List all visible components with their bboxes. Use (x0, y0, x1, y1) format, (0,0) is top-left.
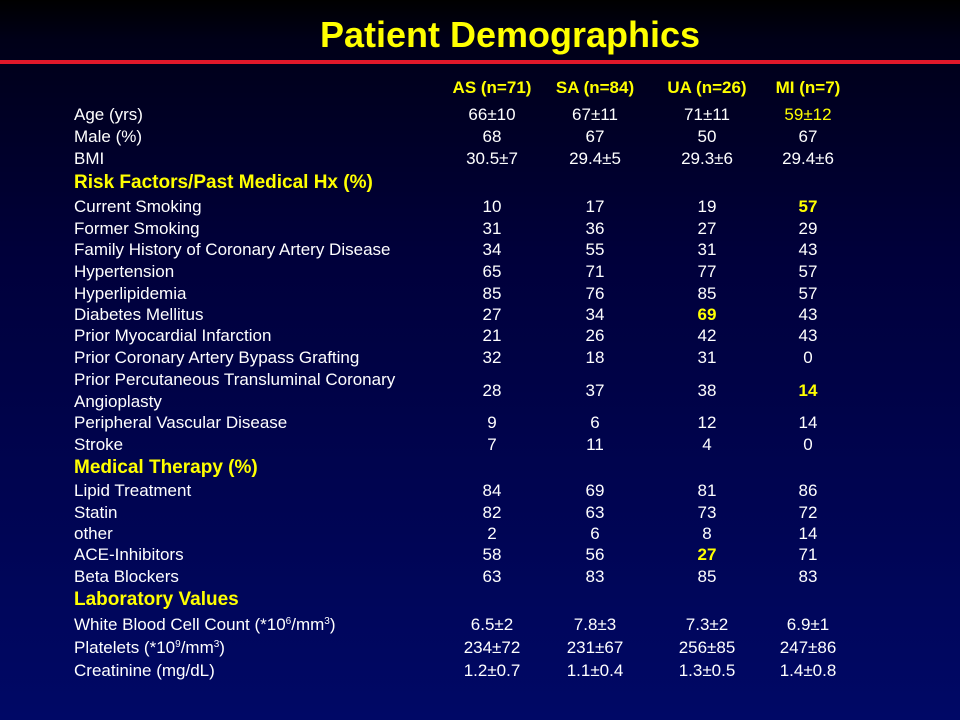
cell-value: 43 (798, 305, 818, 324)
row-label: BMI (74, 149, 105, 168)
cell-value-highlight: 69 (697, 305, 717, 324)
cell-value: 85 (697, 567, 717, 586)
cell-value-highlight: 57 (798, 197, 818, 216)
table-row (0, 347, 960, 369)
table-row (0, 325, 960, 347)
cell-value: 67 (798, 127, 818, 146)
cell-value: 0 (803, 348, 813, 367)
cell-value: 76 (585, 284, 605, 303)
cell-value: 65 (482, 262, 502, 281)
cell-value: 67±11 (572, 105, 618, 124)
cell-value: 12 (697, 413, 717, 432)
table-row (0, 148, 960, 170)
cell-value: 63 (482, 567, 502, 586)
row-label: Statin (74, 503, 118, 522)
column-header-sa: SA (n=84) (555, 78, 635, 97)
cell-value: 28 (482, 381, 502, 400)
row-label: Platelets $(*10^9/mm^3)$ (74, 638, 225, 657)
row-label: Beta Blockers (74, 567, 179, 586)
cell-value: 234±72 (463, 638, 521, 657)
cell-value: 18 (585, 348, 605, 367)
cell-value: 19 (697, 197, 717, 216)
cell-value: 29.4±5 (569, 149, 621, 168)
cell-value-highlight: 27 (697, 545, 717, 564)
row-label: Stroke (74, 435, 124, 454)
cell-value: 0 (803, 435, 813, 454)
column-header-as: AS (n=71) (452, 78, 532, 97)
cell-value: 17 (585, 197, 605, 216)
table-row (0, 218, 960, 240)
cell-value: 83 (798, 567, 818, 586)
cell-value: 72 (798, 503, 818, 522)
cell-value: 7.3±2 (685, 615, 729, 634)
column-header-mi: MI (n=7) (775, 78, 841, 97)
cell-value: 27 (697, 219, 717, 238)
cell-value: 1.2±0.7 (463, 661, 521, 680)
cell-value: 63 (585, 503, 605, 522)
cell-value: 71±11 (684, 105, 730, 124)
table-row (0, 523, 960, 545)
cell-value: 34 (585, 305, 605, 324)
column-header-ua: UA (n=26) (667, 78, 747, 97)
cell-value: 31 (697, 348, 717, 367)
table-row (0, 434, 960, 456)
cell-value: 84 (482, 481, 502, 500)
table-row (0, 566, 960, 588)
cell-value: 14 (798, 413, 818, 432)
table-row (0, 304, 960, 326)
cell-value: 85 (482, 284, 502, 303)
cell-value: 36 (585, 219, 605, 238)
section-heading-medical-therapy: Medical Therapy (%) (74, 457, 258, 478)
cell-value: 30.5±7 (466, 149, 518, 168)
cell-value: 256±85 (678, 638, 736, 657)
cell-value: 11 (586, 435, 604, 454)
cell-value-highlight: 59±12 (784, 105, 832, 124)
row-label: Family History of Coronary Artery Disease (74, 240, 391, 259)
table-row (0, 283, 960, 305)
cell-value: 69 (585, 481, 605, 500)
column-header-row (0, 76, 960, 100)
cell-value: 4 (702, 435, 712, 454)
table-row (0, 502, 960, 524)
row-label: Diabetes Mellitus (74, 305, 204, 324)
page-title: Patient Demographics (319, 14, 701, 55)
cell-value: 2 (487, 524, 497, 543)
cell-value: 43 (798, 240, 818, 259)
row-label: Former Smoking (74, 219, 200, 238)
cell-value: 42 (697, 326, 717, 345)
cell-value: 71 (585, 262, 605, 281)
cell-value: 8 (702, 524, 712, 543)
section-heading-laboratory-values: Laboratory Values (74, 589, 239, 610)
row-label-continued: Angioplasty (74, 392, 162, 411)
cell-value: 1.1±0.4 (566, 661, 624, 680)
row-label: Prior Coronary Artery Bypass Grafting (74, 348, 360, 367)
cell-value: 85 (697, 284, 717, 303)
cell-value: 34 (482, 240, 502, 259)
cell-value: 57 (798, 262, 818, 281)
cell-value: 57 (798, 284, 818, 303)
table-row (0, 660, 960, 682)
cell-value: 58 (482, 545, 502, 564)
cell-value: 71 (798, 545, 818, 564)
table-row (0, 637, 960, 659)
cell-value: 29.3±6 (681, 149, 733, 168)
table-row (0, 614, 960, 636)
row-label: Prior Percutaneous Transluminal Coronary (74, 370, 396, 389)
table-row (0, 196, 960, 218)
cell-value: 31 (697, 240, 717, 259)
table-row (0, 261, 960, 283)
row-label: Age (yrs) (74, 105, 143, 124)
cell-value: 1.4±0.8 (779, 661, 837, 680)
row-label: other (74, 524, 113, 543)
cell-value: 27 (482, 305, 502, 324)
cell-value: 14 (798, 524, 818, 543)
row-label: Lipid Treatment (74, 481, 192, 500)
table-row (0, 544, 960, 566)
row-label: Current Smoking (74, 197, 202, 216)
cell-value: 6 (590, 413, 600, 432)
cell-value: 66±10 (468, 105, 516, 124)
cell-value: 50 (697, 127, 717, 146)
table-row (0, 126, 960, 148)
cell-value: 6.9±1 (786, 615, 830, 634)
row-label: Peripheral Vascular Disease (74, 413, 288, 432)
row-label: Hyperlipidemia (74, 284, 187, 303)
cell-value: 56 (585, 545, 605, 564)
cell-value: 67 (585, 127, 605, 146)
cell-value: 1.3±0.5 (678, 661, 736, 680)
cell-value: 43 (798, 326, 818, 345)
cell-value: 6 (590, 524, 600, 543)
cell-value: 55 (585, 240, 605, 259)
table-row (0, 412, 960, 434)
cell-value: 10 (482, 197, 502, 216)
section-heading-risk-factors: Risk Factors/Past Medical Hx (%) (74, 172, 373, 193)
cell-value: 26 (585, 326, 605, 345)
cell-value: 86 (798, 481, 818, 500)
cell-value: 9 (487, 413, 497, 432)
table-row (0, 369, 960, 413)
table-row (0, 480, 960, 502)
row-label: Hypertension (74, 262, 175, 281)
cell-value: 31 (482, 219, 502, 238)
cell-value: 231±67 (566, 638, 624, 657)
cell-value-highlight: 14 (798, 381, 818, 400)
table-row (0, 104, 960, 126)
cell-value: 68 (482, 127, 502, 146)
cell-value: 81 (697, 481, 717, 500)
row-label: Male (%) (74, 127, 143, 146)
cell-value: 32 (482, 348, 502, 367)
cell-value: 247±86 (779, 638, 837, 657)
cell-value: 21 (482, 326, 502, 345)
cell-value: 7.8±3 (573, 615, 617, 634)
cell-value: 7 (487, 435, 497, 454)
cell-value: 77 (697, 262, 717, 281)
cell-value: 37 (585, 381, 605, 400)
cell-value: 83 (585, 567, 605, 586)
row-label: Prior Myocardial Infarction (74, 326, 272, 345)
cell-value: 29.4±6 (782, 149, 834, 168)
cell-value: 29 (798, 219, 818, 238)
row-label: White Blood Cell Count $(*10^6/mm^3)$ (74, 615, 336, 634)
cell-value: 6.5±2 (470, 615, 514, 634)
cell-value: 73 (697, 503, 717, 522)
table-row (0, 239, 960, 261)
row-label: ACE-Inhibitors (74, 545, 184, 564)
row-label: Creatinine (mg/dL) (74, 661, 215, 680)
cell-value: 82 (482, 503, 502, 522)
cell-value: 38 (697, 381, 717, 400)
